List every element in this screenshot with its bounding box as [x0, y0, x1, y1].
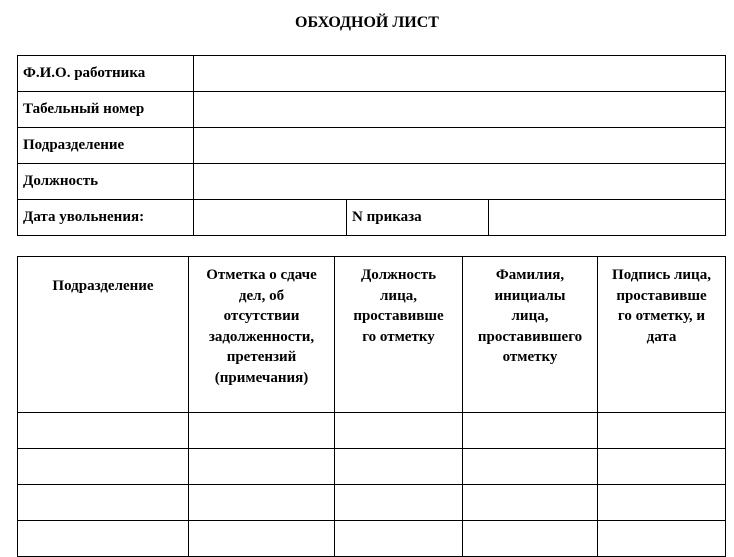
- personnel-number-field[interactable]: [194, 92, 726, 128]
- header-signer-name-line: Фамилия,: [495, 267, 565, 283]
- header-clearance-note-line: дел, об: [238, 287, 285, 304]
- header-signature-date-line: проставивше: [616, 287, 707, 304]
- clearance-row: [18, 449, 726, 485]
- row-signer-name-cell[interactable]: [463, 449, 598, 485]
- header-signer-position: [335, 257, 463, 413]
- header-department: Подразделение: [18, 257, 189, 413]
- row-clearance-note-cell[interactable]: [189, 413, 335, 449]
- header-signer-name-line: проставившего: [477, 328, 583, 345]
- header-signer-name-line: отметку: [502, 349, 558, 365]
- header-signature-date-line: дата: [646, 328, 677, 345]
- header-signature-date-line: го отметку, и: [617, 308, 706, 324]
- row-signer-name-cell[interactable]: [463, 521, 598, 557]
- header-clearance-note: [189, 257, 335, 413]
- personnel-number-label: Табельный номер: [18, 92, 194, 128]
- row-clearance-note-cell[interactable]: [189, 521, 335, 557]
- dismissal-date-label: Дата увольнения:: [18, 200, 194, 236]
- full-name-row: [18, 56, 726, 92]
- header-signer-name: [463, 257, 598, 413]
- row-clearance-note-cell[interactable]: [189, 485, 335, 521]
- row-signer-name-cell[interactable]: [463, 485, 598, 521]
- header-signer-position-line: проставивше: [353, 308, 444, 324]
- header-clearance-note-line: отсутствии: [223, 308, 300, 324]
- row-signature-date-cell[interactable]: [598, 485, 726, 521]
- clearance-row: [18, 485, 726, 521]
- header-signer-position-line: Должность: [360, 267, 436, 283]
- clearance-row: [18, 413, 726, 449]
- header-signer-position-line: лица,: [380, 287, 417, 304]
- row-signature-date-cell[interactable]: [598, 413, 726, 449]
- dismissal-date-field[interactable]: [194, 200, 347, 236]
- full-name-label: Ф.И.О. работника: [18, 56, 194, 92]
- row-signature-date-cell[interactable]: [598, 521, 726, 557]
- position-row: [18, 164, 726, 200]
- department-field[interactable]: [194, 128, 726, 164]
- row-signer-name-cell[interactable]: [463, 413, 598, 449]
- header-clearance-note-line: (примечания): [214, 369, 309, 386]
- clearance-row: [18, 521, 726, 557]
- department-row: [18, 128, 726, 164]
- row-department-cell[interactable]: [18, 521, 189, 557]
- form-title: ОБХОДНОЙ ЛИСТ: [295, 14, 439, 31]
- personnel-number-row: [18, 92, 726, 128]
- header-clearance-note-line: задолженности,: [208, 328, 315, 345]
- position-field[interactable]: [194, 164, 726, 200]
- header-signature-date-line: Подпись лица,: [612, 267, 711, 283]
- row-department-cell[interactable]: [18, 413, 189, 449]
- order-number-label: N приказа: [347, 200, 489, 236]
- header-signature-date: [598, 257, 726, 413]
- header-clearance-note-line: Отметка о сдаче: [206, 267, 317, 283]
- clearance-table: [17, 256, 726, 557]
- header-signer-position-line: го отметку: [362, 328, 435, 345]
- order-number-field[interactable]: [489, 200, 726, 236]
- row-department-cell[interactable]: [18, 449, 189, 485]
- department-label: Подразделение: [18, 128, 194, 164]
- row-signer-position-cell[interactable]: [335, 449, 463, 485]
- row-signature-date-cell[interactable]: [598, 449, 726, 485]
- row-signer-position-cell[interactable]: [335, 413, 463, 449]
- full-name-field[interactable]: [194, 56, 726, 92]
- row-signer-position-cell[interactable]: [335, 485, 463, 521]
- row-clearance-note-cell[interactable]: [189, 449, 335, 485]
- employee-info-table: [17, 55, 726, 236]
- dismissal-row: [18, 200, 726, 236]
- row-department-cell[interactable]: [18, 485, 189, 521]
- row-signer-position-cell[interactable]: [335, 521, 463, 557]
- header-signer-name-line: лица,: [511, 308, 549, 324]
- clearance-header-row: [18, 257, 726, 413]
- position-label: Должность: [18, 164, 194, 200]
- header-signer-name-line: инициалы: [494, 287, 566, 304]
- header-clearance-note-line: претензий: [226, 349, 297, 365]
